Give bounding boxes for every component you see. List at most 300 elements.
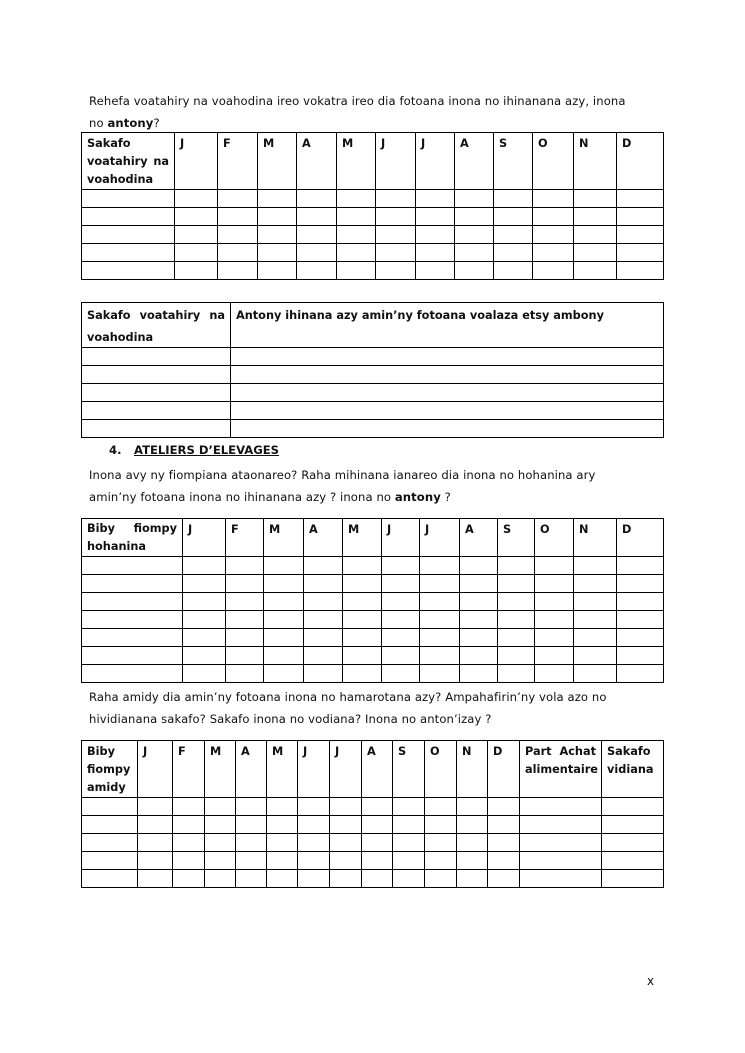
empty-cell[interactable] (498, 647, 535, 665)
empty-cell[interactable] (520, 816, 602, 834)
month-header: J (376, 133, 416, 190)
empty-cell[interactable] (376, 262, 416, 280)
empty-cell[interactable] (376, 226, 416, 244)
empty-cell[interactable] (420, 629, 460, 647)
empty-cell[interactable] (617, 226, 664, 244)
empty-cell[interactable] (617, 593, 664, 611)
empty-cell[interactable] (226, 665, 264, 683)
table-stored-food-by-month (81, 132, 664, 280)
empty-cell[interactable] (82, 575, 183, 593)
month-header: A (455, 133, 494, 190)
empty-cell[interactable] (205, 816, 236, 834)
empty-cell[interactable] (267, 816, 298, 834)
empty-cell[interactable] (420, 575, 460, 593)
intro-line-2: no antony? (89, 116, 160, 130)
empty-cell[interactable] (343, 647, 382, 665)
empty-cell[interactable] (175, 244, 218, 262)
empty-cell[interactable] (82, 593, 183, 611)
empty-cell[interactable] (258, 244, 297, 262)
empty-cell[interactable] (205, 852, 236, 870)
section-number: 4. (109, 443, 122, 457)
question-line-2: amin’ny fotoana inona no ihinanana azy ? inona no antony ? (89, 490, 451, 504)
empty-cell[interactable] (330, 816, 362, 834)
empty-cell[interactable] (183, 593, 226, 611)
empty-cell[interactable] (343, 557, 382, 575)
empty-cell[interactable] (231, 384, 664, 402)
empty-cell[interactable] (535, 593, 574, 611)
month-header: F (173, 741, 205, 798)
empty-cell[interactable] (494, 262, 533, 280)
empty-cell[interactable] (330, 870, 362, 888)
month-header: J (382, 519, 420, 557)
empty-cell[interactable] (297, 244, 337, 262)
empty-cell[interactable] (82, 244, 175, 262)
empty-cell[interactable] (535, 611, 574, 629)
empty-cell[interactable] (617, 575, 664, 593)
empty-cell[interactable] (258, 208, 297, 226)
month-header: M (267, 741, 298, 798)
month-header: O (535, 519, 574, 557)
empty-cell[interactable] (498, 557, 535, 575)
table-row (82, 798, 664, 816)
month-header: J (330, 741, 362, 798)
empty-cell[interactable] (82, 611, 183, 629)
empty-cell[interactable] (455, 226, 494, 244)
empty-cell[interactable] (460, 593, 498, 611)
empty-cell[interactable] (574, 593, 617, 611)
month-header: M (337, 133, 376, 190)
header-food-cell: Sakafo voatahiry na voahodina (82, 133, 175, 190)
empty-cell[interactable] (175, 226, 218, 244)
empty-cell[interactable] (82, 262, 175, 280)
empty-cell[interactable] (533, 244, 574, 262)
empty-cell[interactable] (520, 834, 602, 852)
empty-cell[interactable] (488, 816, 520, 834)
empty-cell[interactable] (82, 665, 183, 683)
table-row (82, 402, 664, 420)
empty-cell[interactable] (488, 798, 520, 816)
empty-cell[interactable] (183, 629, 226, 647)
empty-cell[interactable] (82, 798, 138, 816)
empty-cell[interactable] (535, 575, 574, 593)
table-header-row (82, 519, 664, 557)
empty-cell[interactable] (82, 557, 183, 575)
empty-cell[interactable] (488, 870, 520, 888)
empty-cell[interactable] (343, 611, 382, 629)
empty-cell[interactable] (617, 262, 664, 280)
empty-cell[interactable] (82, 208, 175, 226)
month-header: O (533, 133, 574, 190)
empty-cell[interactable] (602, 834, 664, 852)
empty-cell[interactable] (337, 226, 376, 244)
table-row (82, 816, 664, 834)
empty-cell[interactable] (82, 852, 138, 870)
table-row (82, 384, 664, 402)
empty-cell[interactable] (183, 575, 226, 593)
empty-cell[interactable] (416, 190, 455, 208)
empty-cell[interactable] (535, 557, 574, 575)
empty-cell[interactable] (498, 665, 535, 683)
empty-cell[interactable] (236, 798, 267, 816)
month-header: S (494, 133, 533, 190)
empty-cell[interactable] (205, 798, 236, 816)
empty-cell[interactable] (264, 647, 304, 665)
empty-cell[interactable] (574, 557, 617, 575)
month-header: D (617, 519, 664, 557)
empty-cell[interactable] (617, 629, 664, 647)
empty-cell[interactable] (520, 798, 602, 816)
empty-cell[interactable] (382, 665, 420, 683)
empty-cell[interactable] (264, 575, 304, 593)
empty-cell[interactable] (533, 208, 574, 226)
empty-cell[interactable] (393, 816, 425, 834)
empty-cell[interactable] (382, 593, 420, 611)
empty-cell[interactable] (617, 611, 664, 629)
empty-cell[interactable] (574, 262, 617, 280)
empty-cell[interactable] (298, 834, 330, 852)
empty-cell[interactable] (82, 420, 231, 438)
month-header: J (138, 741, 173, 798)
empty-cell[interactable] (264, 593, 304, 611)
empty-cell[interactable] (535, 665, 574, 683)
empty-cell[interactable] (226, 557, 264, 575)
header-food-purchase-share: Part Achat alimentaire (520, 741, 602, 798)
empty-cell[interactable] (416, 208, 455, 226)
empty-cell[interactable] (498, 629, 535, 647)
empty-cell[interactable] (535, 647, 574, 665)
table-livestock-eaten-by-month (81, 518, 664, 683)
question-line-1: Raha amidy dia amin’ny fotoana inona no hamarotana azy? Ampahafirin’ny vola azo no (89, 690, 607, 704)
empty-cell[interactable] (376, 244, 416, 262)
empty-cell[interactable] (304, 593, 343, 611)
empty-cell[interactable] (420, 611, 460, 629)
empty-cell[interactable] (460, 575, 498, 593)
empty-cell[interactable] (330, 852, 362, 870)
empty-cell[interactable] (457, 852, 488, 870)
empty-cell[interactable] (393, 852, 425, 870)
empty-cell[interactable] (264, 665, 304, 683)
empty-cell[interactable] (173, 834, 205, 852)
empty-cell[interactable] (337, 190, 376, 208)
empty-cell[interactable] (226, 629, 264, 647)
empty-cell[interactable] (420, 665, 460, 683)
table-row (82, 852, 664, 870)
empty-cell[interactable] (494, 190, 533, 208)
empty-cell[interactable] (460, 629, 498, 647)
empty-cell[interactable] (460, 665, 498, 683)
empty-cell[interactable] (205, 834, 236, 852)
empty-cell[interactable] (425, 870, 457, 888)
empty-cell[interactable] (175, 208, 218, 226)
empty-cell[interactable] (82, 629, 183, 647)
empty-cell[interactable] (382, 629, 420, 647)
empty-cell[interactable] (460, 647, 498, 665)
empty-cell[interactable] (494, 226, 533, 244)
empty-cell[interactable] (362, 798, 393, 816)
empty-cell[interactable] (297, 262, 337, 280)
header-animal-cell: Biby fiompy amidy (82, 741, 138, 798)
empty-cell[interactable] (173, 852, 205, 870)
empty-cell[interactable] (574, 629, 617, 647)
empty-cell[interactable] (298, 798, 330, 816)
empty-cell[interactable] (457, 798, 488, 816)
empty-cell[interactable] (183, 611, 226, 629)
empty-cell[interactable] (343, 665, 382, 683)
month-header: D (488, 741, 520, 798)
month-header: N (574, 133, 617, 190)
empty-cell[interactable] (574, 226, 617, 244)
empty-cell[interactable] (264, 611, 304, 629)
table-livestock-sold-by-month (81, 740, 664, 888)
empty-cell[interactable] (457, 816, 488, 834)
empty-cell[interactable] (343, 593, 382, 611)
empty-cell[interactable] (226, 575, 264, 593)
empty-cell[interactable] (175, 190, 218, 208)
empty-cell[interactable] (304, 647, 343, 665)
empty-cell[interactable] (231, 420, 664, 438)
empty-cell[interactable] (343, 629, 382, 647)
empty-cell[interactable] (173, 798, 205, 816)
month-header: N (457, 741, 488, 798)
table-row (82, 611, 664, 629)
empty-cell[interactable] (617, 190, 664, 208)
empty-cell[interactable] (343, 575, 382, 593)
empty-cell[interactable] (183, 557, 226, 575)
empty-cell[interactable] (218, 208, 258, 226)
empty-cell[interactable] (455, 262, 494, 280)
empty-cell[interactable] (362, 870, 393, 888)
empty-cell[interactable] (218, 190, 258, 208)
table-row (82, 834, 664, 852)
month-header: A (304, 519, 343, 557)
empty-cell[interactable] (236, 870, 267, 888)
empty-cell[interactable] (264, 557, 304, 575)
empty-cell[interactable] (488, 834, 520, 852)
header-animal-cell: Biby fiompy hohanina (82, 519, 183, 557)
table-row (82, 647, 664, 665)
empty-cell[interactable] (226, 593, 264, 611)
empty-cell[interactable] (297, 190, 337, 208)
empty-cell[interactable] (602, 870, 664, 888)
question-line-2: hividianana sakafo? Sakafo inona no vodiana? Inona no anton’izay ? (89, 712, 492, 726)
empty-cell[interactable] (393, 834, 425, 852)
section-title: ATELIERS D’ELEVAGES (134, 443, 280, 457)
empty-cell[interactable] (574, 208, 617, 226)
empty-cell[interactable] (82, 190, 175, 208)
empty-cell[interactable] (267, 852, 298, 870)
empty-cell[interactable] (460, 611, 498, 629)
empty-cell[interactable] (183, 647, 226, 665)
empty-cell[interactable] (533, 226, 574, 244)
empty-cell[interactable] (82, 834, 138, 852)
empty-cell[interactable] (304, 611, 343, 629)
empty-cell[interactable] (82, 226, 175, 244)
empty-cell[interactable] (393, 798, 425, 816)
empty-cell[interactable] (425, 798, 457, 816)
empty-cell[interactable] (226, 611, 264, 629)
empty-cell[interactable] (218, 244, 258, 262)
empty-cell[interactable] (393, 870, 425, 888)
empty-cell[interactable] (416, 226, 455, 244)
empty-cell[interactable] (494, 208, 533, 226)
empty-cell[interactable] (82, 647, 183, 665)
empty-cell[interactable] (138, 834, 173, 852)
empty-cell[interactable] (231, 402, 664, 420)
month-header: N (574, 519, 617, 557)
empty-cell[interactable] (420, 647, 460, 665)
empty-cell[interactable] (362, 816, 393, 834)
empty-cell[interactable] (574, 575, 617, 593)
empty-cell[interactable] (330, 798, 362, 816)
month-header: J (175, 133, 218, 190)
empty-cell[interactable] (267, 870, 298, 888)
empty-cell[interactable] (304, 629, 343, 647)
section-heading (109, 443, 279, 457)
empty-cell[interactable] (535, 629, 574, 647)
empty-cell[interactable] (382, 647, 420, 665)
empty-cell[interactable] (455, 244, 494, 262)
empty-cell[interactable] (337, 262, 376, 280)
empty-cell[interactable] (82, 870, 138, 888)
empty-cell[interactable] (533, 262, 574, 280)
empty-cell[interactable] (258, 226, 297, 244)
empty-cell[interactable] (82, 384, 231, 402)
month-header: M (343, 519, 382, 557)
empty-cell[interactable] (82, 348, 231, 366)
empty-cell[interactable] (425, 852, 457, 870)
empty-cell[interactable] (236, 834, 267, 852)
empty-cell[interactable] (498, 593, 535, 611)
empty-cell[interactable] (488, 852, 520, 870)
month-header: J (416, 133, 455, 190)
empty-cell[interactable] (457, 834, 488, 852)
empty-cell[interactable] (533, 190, 574, 208)
empty-cell[interactable] (376, 190, 416, 208)
month-header: A (236, 741, 267, 798)
empty-cell[interactable] (362, 834, 393, 852)
empty-cell[interactable] (298, 816, 330, 834)
empty-cell[interactable] (520, 852, 602, 870)
empty-cell[interactable] (574, 190, 617, 208)
empty-cell[interactable] (382, 611, 420, 629)
empty-cell[interactable] (304, 575, 343, 593)
empty-cell[interactable] (617, 208, 664, 226)
empty-cell[interactable] (236, 852, 267, 870)
empty-cell[interactable] (602, 852, 664, 870)
empty-cell[interactable] (337, 208, 376, 226)
month-header: M (264, 519, 304, 557)
empty-cell[interactable] (267, 834, 298, 852)
empty-cell[interactable] (297, 208, 337, 226)
header-food-cell: Sakafo voatahiry na voahodina (82, 303, 231, 348)
empty-cell[interactable] (617, 557, 664, 575)
month-header: D (617, 133, 664, 190)
empty-cell[interactable] (231, 366, 664, 384)
empty-cell[interactable] (420, 593, 460, 611)
empty-cell[interactable] (267, 798, 298, 816)
empty-cell[interactable] (382, 557, 420, 575)
empty-cell[interactable] (574, 647, 617, 665)
month-header: S (393, 741, 425, 798)
empty-cell[interactable] (138, 816, 173, 834)
table-row (82, 665, 664, 683)
empty-cell[interactable] (498, 611, 535, 629)
empty-cell[interactable] (236, 816, 267, 834)
empty-cell[interactable] (382, 575, 420, 593)
empty-cell[interactable] (455, 190, 494, 208)
empty-cell[interactable] (138, 852, 173, 870)
empty-cell[interactable] (362, 852, 393, 870)
empty-cell[interactable] (460, 557, 498, 575)
empty-cell[interactable] (617, 665, 664, 683)
empty-cell[interactable] (226, 647, 264, 665)
intro-bold-word: antony (107, 116, 154, 130)
question-sale-paragraph (89, 686, 655, 730)
empty-cell[interactable] (574, 244, 617, 262)
empty-cell[interactable] (455, 208, 494, 226)
empty-cell[interactable] (258, 190, 297, 208)
empty-cell[interactable] (173, 816, 205, 834)
empty-cell[interactable] (297, 226, 337, 244)
empty-cell[interactable] (82, 402, 231, 420)
month-header: J (420, 519, 460, 557)
empty-cell[interactable] (258, 262, 297, 280)
empty-cell[interactable] (617, 244, 664, 262)
empty-cell[interactable] (425, 834, 457, 852)
empty-cell[interactable] (420, 557, 460, 575)
empty-cell[interactable] (175, 262, 218, 280)
table-row (82, 262, 664, 280)
empty-cell[interactable] (457, 870, 488, 888)
empty-cell[interactable] (520, 870, 602, 888)
empty-cell[interactable] (494, 244, 533, 262)
empty-cell[interactable] (138, 798, 173, 816)
empty-cell[interactable] (304, 557, 343, 575)
month-header: F (218, 133, 258, 190)
empty-cell[interactable] (574, 611, 617, 629)
empty-cell[interactable] (218, 262, 258, 280)
empty-cell[interactable] (337, 244, 376, 262)
empty-cell[interactable] (330, 834, 362, 852)
empty-cell[interactable] (138, 870, 173, 888)
empty-cell[interactable] (298, 852, 330, 870)
month-header: M (205, 741, 236, 798)
empty-cell[interactable] (498, 575, 535, 593)
question-bold-word: antony (394, 490, 441, 504)
table-row (82, 226, 664, 244)
empty-cell[interactable] (602, 798, 664, 816)
empty-cell[interactable] (183, 665, 226, 683)
empty-cell[interactable] (376, 208, 416, 226)
empty-cell[interactable] (425, 816, 457, 834)
table-row (82, 557, 664, 575)
empty-cell[interactable] (602, 816, 664, 834)
empty-cell[interactable] (416, 244, 455, 262)
table-row (82, 575, 664, 593)
empty-cell[interactable] (82, 816, 138, 834)
empty-cell[interactable] (82, 366, 231, 384)
empty-cell[interactable] (298, 870, 330, 888)
empty-cell[interactable] (173, 870, 205, 888)
empty-cell[interactable] (617, 647, 664, 665)
empty-cell[interactable] (304, 665, 343, 683)
empty-cell[interactable] (574, 665, 617, 683)
empty-cell[interactable] (205, 870, 236, 888)
empty-cell[interactable] (231, 348, 664, 366)
empty-cell[interactable] (264, 629, 304, 647)
empty-cell[interactable] (218, 226, 258, 244)
empty-cell[interactable] (416, 262, 455, 280)
